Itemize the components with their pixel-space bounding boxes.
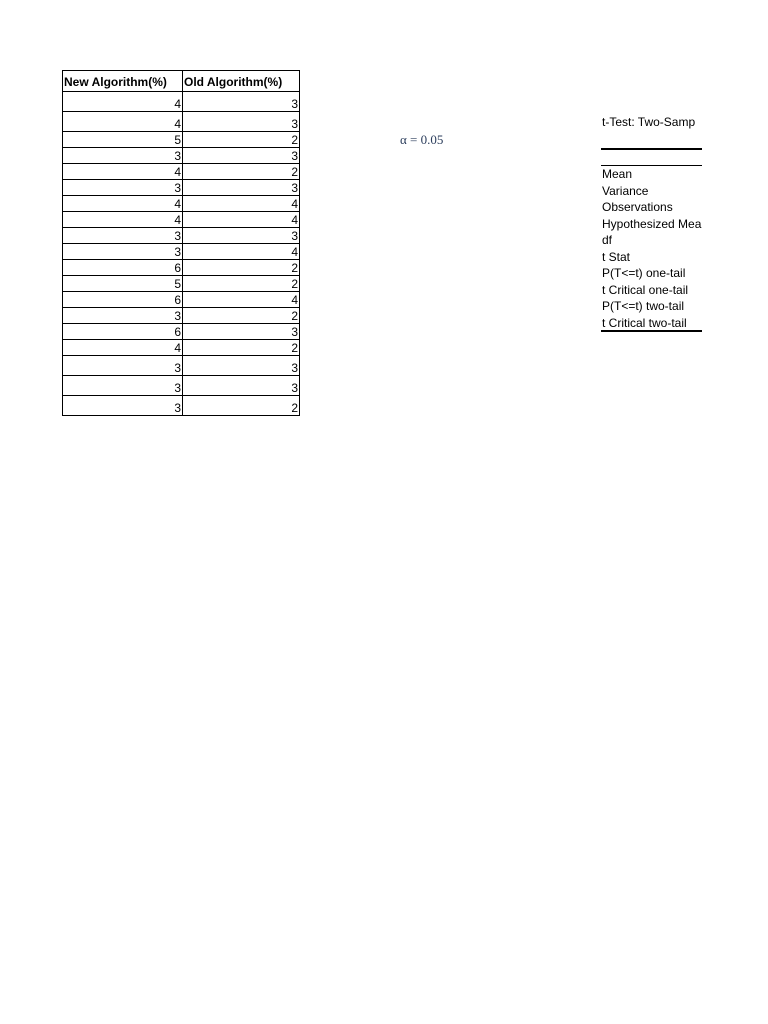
new-algorithm-cell[interactable]: 3	[63, 396, 183, 416]
t-test-top-rule	[601, 148, 702, 150]
t-test-title[interactable]: t-Test: Two-Samp	[602, 115, 696, 129]
new-algorithm-cell[interactable]: 3	[63, 244, 183, 260]
header-new-algorithm[interactable]: New Algorithm(%)	[63, 71, 183, 92]
table-row	[63, 92, 300, 112]
stat-label-t-critical-one-tail[interactable]: t Critical one-tail	[602, 282, 689, 297]
table-header-row	[63, 71, 300, 92]
new-algorithm-cell[interactable]: 4	[63, 340, 183, 356]
new-algorithm-cell[interactable]: 4	[63, 212, 183, 228]
old-algorithm-cell[interactable]: 3	[183, 92, 300, 112]
old-algorithm-cell[interactable]: 3	[183, 376, 300, 396]
old-algorithm-cell[interactable]: 3	[183, 324, 300, 340]
new-algorithm-cell[interactable]: 3	[63, 376, 183, 396]
old-algorithm-cell[interactable]: 2	[183, 308, 300, 324]
old-algorithm-cell[interactable]: 2	[183, 132, 300, 148]
old-algorithm-cell[interactable]: 2	[183, 260, 300, 276]
table-row	[63, 164, 300, 180]
old-algorithm-cell[interactable]: 2	[183, 276, 300, 292]
stat-label-hypothesized-mean[interactable]: Hypothesized Mea	[602, 216, 702, 231]
new-algorithm-cell[interactable]: 4	[63, 164, 183, 180]
t-test-bottom-rule	[601, 330, 702, 332]
stat-label-p-one-tail[interactable]: P(T<=t) one-tail	[602, 266, 686, 280]
table-row	[63, 148, 300, 164]
table-row	[63, 340, 300, 356]
table-row	[63, 196, 300, 212]
old-algorithm-cell[interactable]: 3	[183, 228, 300, 244]
old-algorithm-cell[interactable]: 3	[183, 180, 300, 196]
old-algorithm-cell[interactable]: 2	[183, 396, 300, 416]
new-algorithm-cell[interactable]: 4	[63, 196, 183, 212]
new-algorithm-cell[interactable]: 5	[63, 276, 183, 292]
header-old-algorithm[interactable]: Old Algorithm(%)	[183, 71, 300, 92]
alpha-level-label[interactable]: α = 0.05	[400, 132, 444, 147]
old-algorithm-cell[interactable]: 4	[183, 196, 300, 212]
t-test-stat-labels	[602, 166, 701, 331]
new-algorithm-cell[interactable]: 3	[63, 148, 183, 164]
algorithm-data-table	[62, 70, 300, 416]
new-algorithm-cell[interactable]: 5	[63, 132, 183, 148]
new-algorithm-cell[interactable]: 6	[63, 324, 183, 340]
new-algorithm-cell[interactable]: 3	[63, 356, 183, 376]
old-algorithm-cell[interactable]: 3	[183, 112, 300, 132]
new-algorithm-cell[interactable]: 4	[63, 112, 183, 132]
table-row	[63, 376, 300, 396]
table-row	[63, 276, 300, 292]
table-row	[63, 180, 300, 196]
table-row	[63, 228, 300, 244]
table-row	[63, 356, 300, 376]
old-algorithm-cell[interactable]: 4	[183, 212, 300, 228]
table-row	[63, 396, 300, 416]
new-algorithm-cell[interactable]: 6	[63, 260, 183, 276]
stat-label-df[interactable]: df	[602, 233, 613, 247]
table-row	[63, 244, 300, 260]
old-algorithm-cell[interactable]: 2	[183, 340, 300, 356]
old-algorithm-cell[interactable]: 3	[183, 356, 300, 376]
stat-label-mean[interactable]: Mean	[602, 167, 633, 181]
table-row	[63, 132, 300, 148]
old-algorithm-cell[interactable]: 3	[183, 148, 300, 164]
stat-label-t-critical-two-tail[interactable]: t Critical two-tail	[602, 315, 687, 330]
table-row	[63, 308, 300, 324]
stat-label-observations[interactable]: Observations	[602, 200, 673, 214]
stat-label-p-two-tail[interactable]: P(T<=t) two-tail	[602, 299, 685, 313]
table-row	[63, 212, 300, 228]
new-algorithm-cell[interactable]: 6	[63, 292, 183, 308]
table-row	[63, 292, 300, 308]
table-body	[63, 92, 300, 416]
new-algorithm-cell[interactable]: 3	[63, 180, 183, 196]
old-algorithm-cell[interactable]: 4	[183, 244, 300, 260]
stat-label-variance[interactable]: Variance	[602, 183, 649, 198]
new-algorithm-cell[interactable]: 4	[63, 92, 183, 112]
t-test-output-block	[600, 112, 702, 342]
old-algorithm-cell[interactable]: 2	[183, 164, 300, 180]
table-row	[63, 324, 300, 340]
old-algorithm-cell[interactable]: 4	[183, 292, 300, 308]
stat-label-t-stat[interactable]: t Stat	[602, 249, 631, 264]
table-row	[63, 260, 300, 276]
new-algorithm-cell[interactable]: 3	[63, 228, 183, 244]
new-algorithm-cell[interactable]: 3	[63, 308, 183, 324]
table-row	[63, 112, 300, 132]
